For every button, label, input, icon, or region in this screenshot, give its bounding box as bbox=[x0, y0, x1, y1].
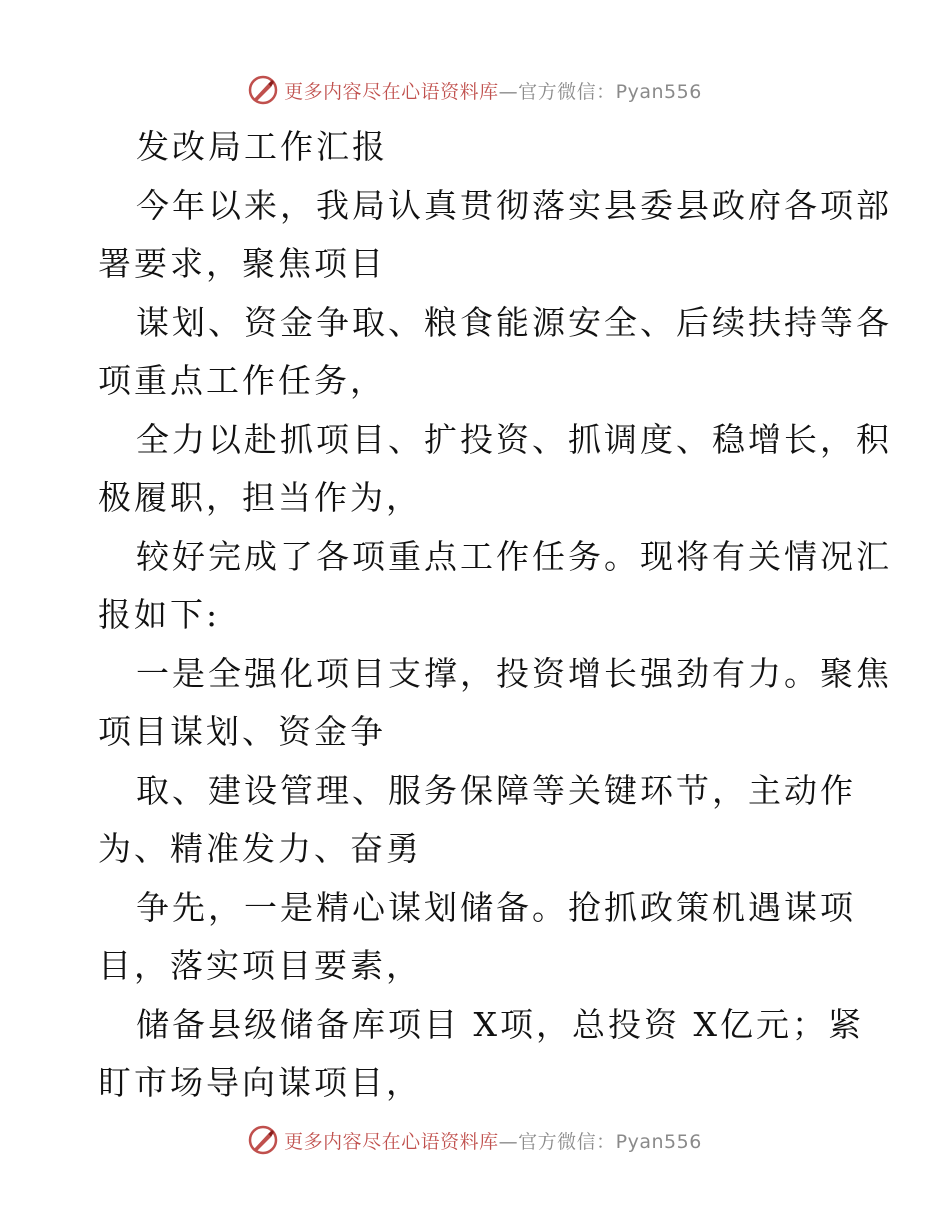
pen-logo-icon bbox=[248, 1125, 278, 1155]
paragraph: 全力以赴抓项目、扩投资、抓调度、稳增长，积 极履职，担当作为， bbox=[98, 419, 892, 517]
paragraph: 一是全强化项目支撑，投资增长强劲有力。聚焦 项目谋划、资金争 bbox=[98, 653, 892, 751]
footer-watermark bbox=[0, 1120, 950, 1160]
header-watermark bbox=[0, 70, 950, 110]
watermark-text: 更多内容尽在心语资料库—官方微信：Pyan556 bbox=[284, 1130, 702, 1153]
paragraph: 谋划、资金争取、粮食能源安全、后续扶持等各 项重点工作任务， bbox=[98, 302, 892, 400]
paragraph: 较好完成了各项重点工作任务。现将有关情况汇 报如下: bbox=[98, 536, 892, 634]
document-body bbox=[98, 118, 892, 1113]
document-title: 发改局工作汇报 bbox=[136, 127, 388, 166]
paragraph: 今年以来，我局认真贯彻落实县委县政府各项部 署要求，聚焦项目 bbox=[98, 185, 892, 283]
paragraph: 争先，一是精心谋划储备。抢抓政策机遇谋项 目，落实项目要素， bbox=[98, 887, 856, 985]
paragraph: 取、建设管理、服务保障等关键环节，主动作 为、精准发力、奋勇 bbox=[98, 770, 856, 868]
watermark-text: 更多内容尽在心语资料库—官方微信：Pyan556 bbox=[284, 80, 702, 103]
pen-logo-icon bbox=[248, 75, 278, 105]
paragraph: 储备县级储备库项目 X项，总投资 X亿元；紧 盯市场导向谋项目， bbox=[98, 1004, 864, 1102]
